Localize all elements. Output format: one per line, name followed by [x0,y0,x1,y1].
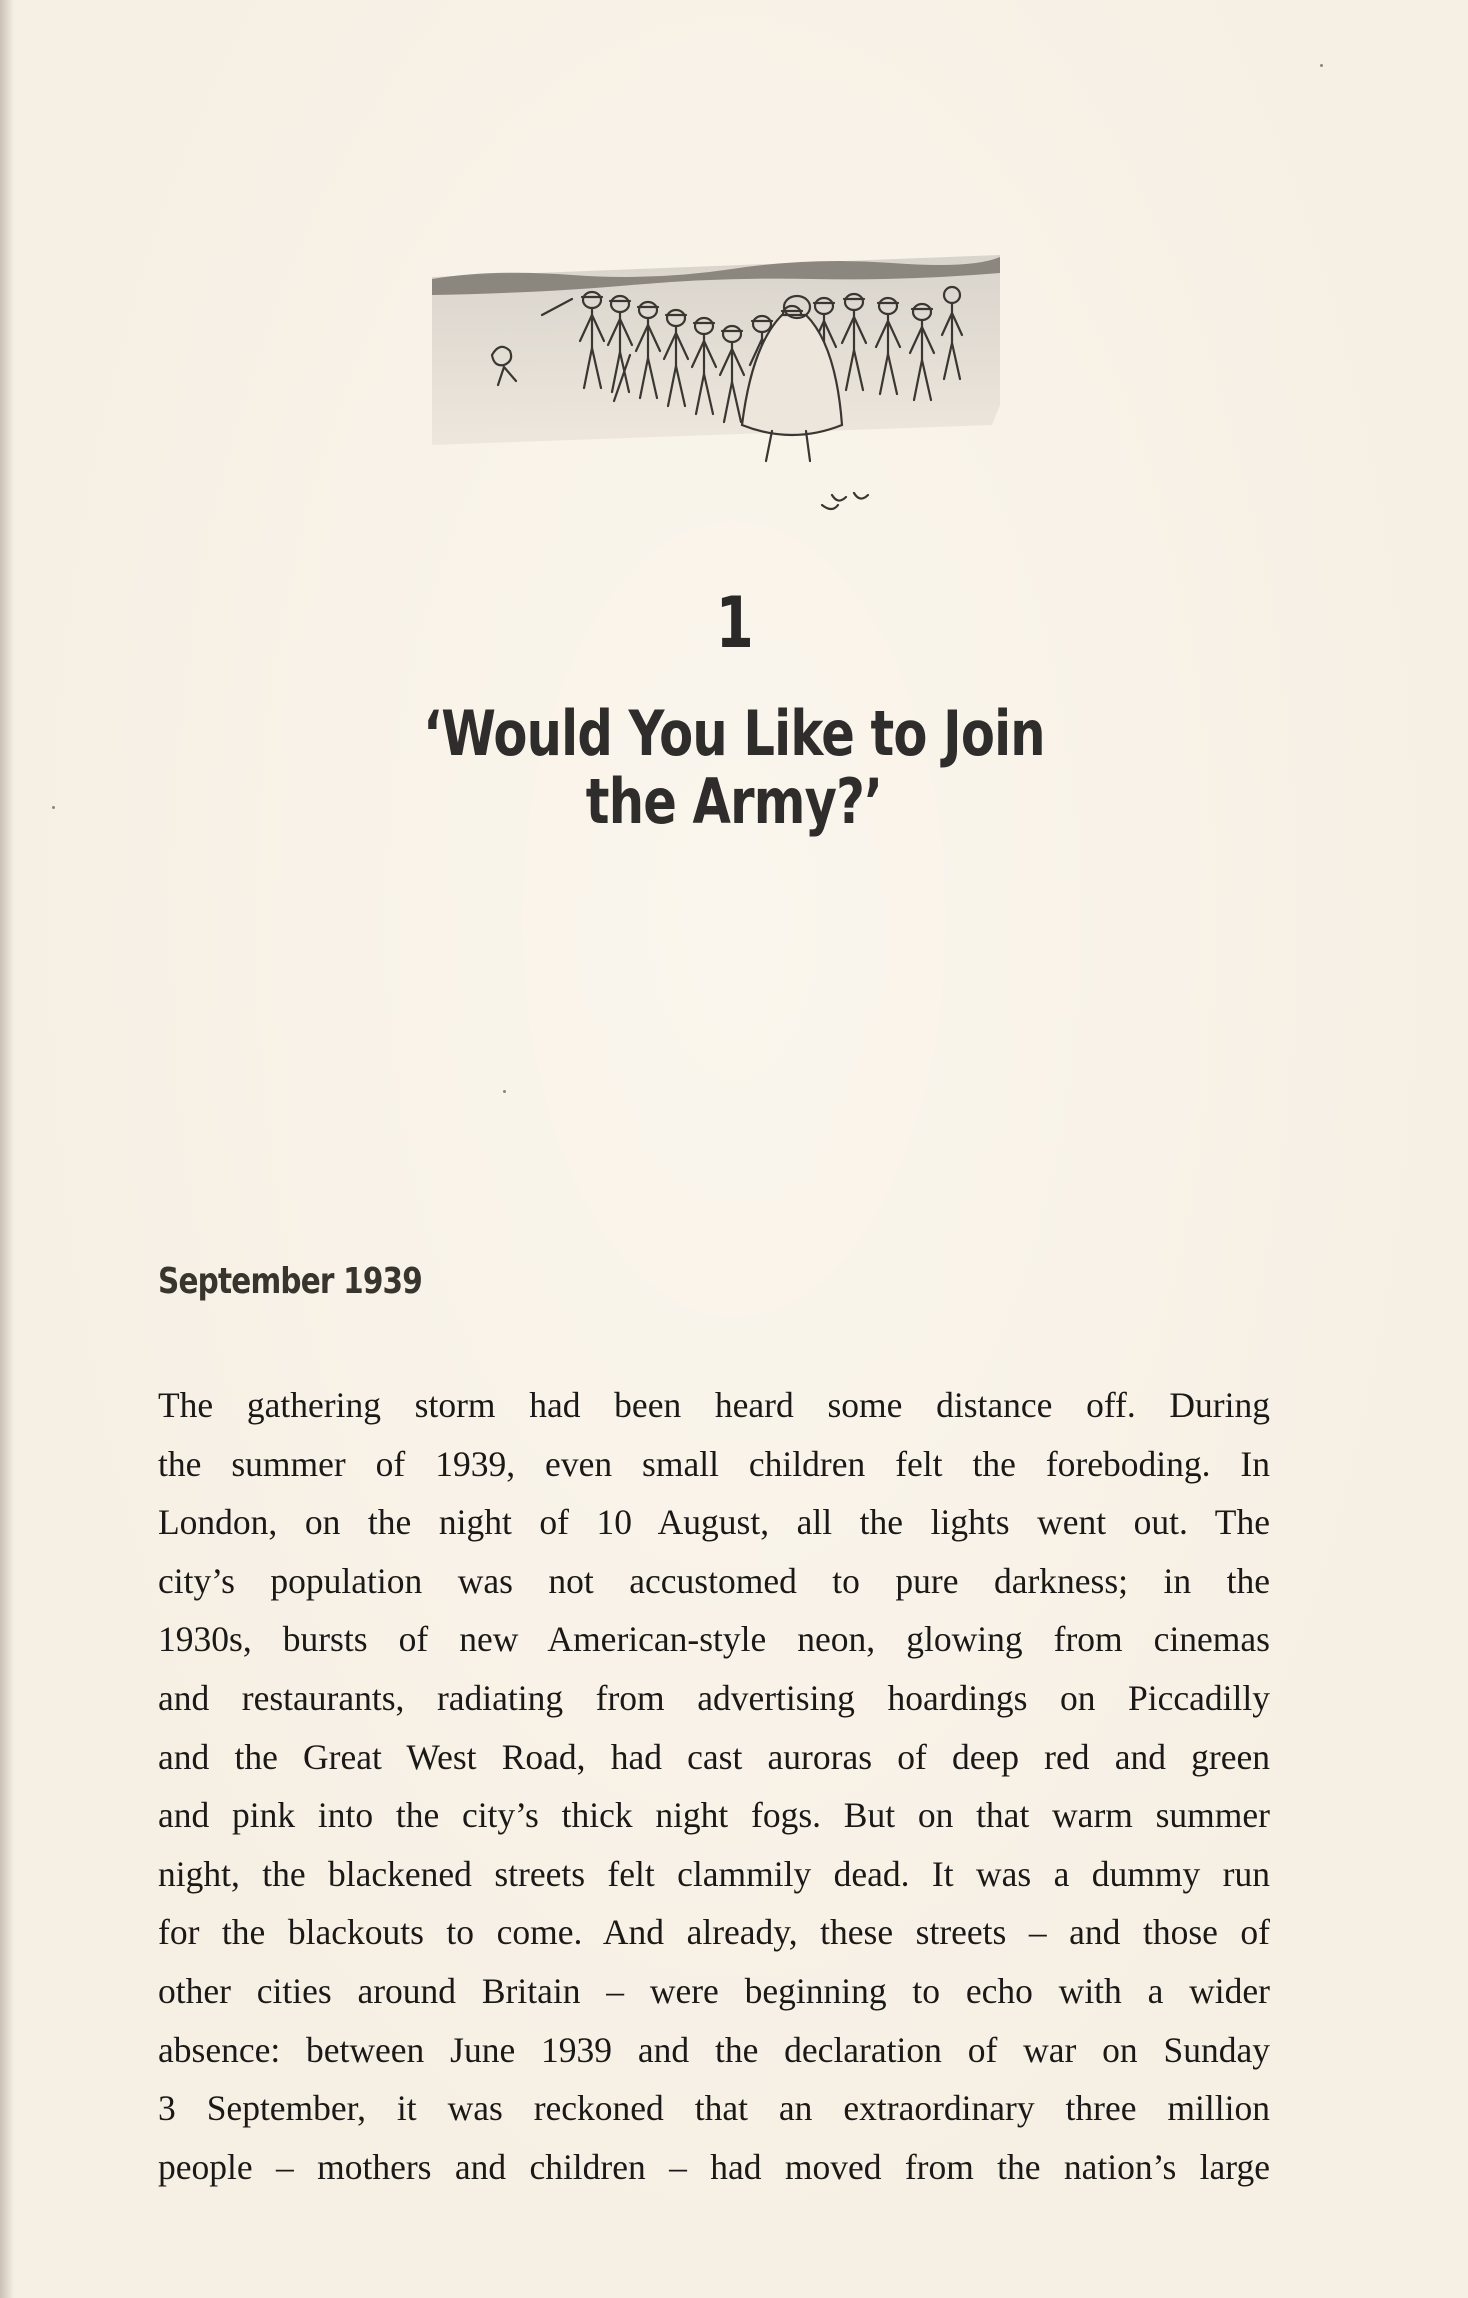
body-line: night, the blackened streets felt clammily dead. It was a dummy run [158,1853,1270,1894]
section-heading: September 1939 [158,1261,422,1302]
body-line: and the Great West Road, had cast auroras of deep red and green [158,1736,1270,1777]
body-line: people – mothers and children – had moved from the nation’s large [158,2146,1270,2187]
marching-soldiers-icon [432,255,1000,525]
paper-speck [503,1090,506,1093]
chapter-number: 1 [715,582,753,664]
page-gutter-shadow [0,0,14,2298]
body-line: city’s population was not accustomed to pure darkness; in the [158,1560,1270,1601]
body-line: absence: between June 1939 and the declaration of war on Sunday [158,2029,1270,2070]
body-line: 1930s, bursts of new American-style neon, glowing from cinemas [158,1619,1270,1660]
body-line: 3 September, it was reckoned that an extraordinary three million [158,2088,1270,2129]
chapter-title-line: the Army?’ [585,765,883,838]
body-line: The gathering storm had been heard some distance off. During [158,1385,1270,1425]
chapter-title-line: ‘Would You Like to Join [423,697,1045,770]
chapter-title [0,697,1468,838]
paper-speck [1320,64,1323,67]
body-line: and restaurants, radiating from advertising hoardings on Piccadilly [158,1677,1270,1718]
body-line: other cities around Britain – were beginning to echo with a wider [158,1970,1270,2011]
body-line: the summer of 1939, even small children felt the foreboding. In [158,1443,1270,1484]
body-line: and pink into the city’s thick night fogs. But on that warm summer [158,1795,1270,1836]
body-paragraph [158,1376,1270,2196]
body-line: London, on the night of 10 August, all the lights went out. The [158,1502,1270,1543]
body-line: for the blackouts to come. And already, these streets – and those of [158,1912,1270,1953]
